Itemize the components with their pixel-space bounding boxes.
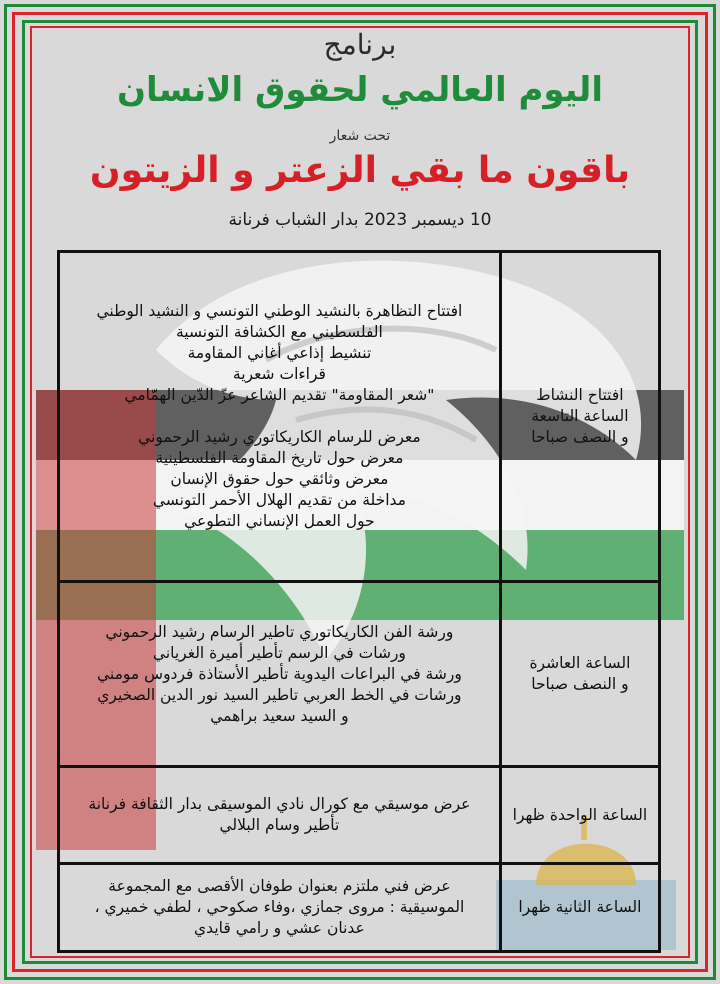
activity-line: "شعر المقاومة" تقديم الشاعر عزّ الدّين الهمّامي: [124, 386, 435, 404]
schedule-table: [57, 250, 661, 953]
schedule-activities: [59, 864, 501, 952]
activity-line: عرض موسيقي مع كورال نادي الموسيقى بدار الثقافة فرنانة: [88, 795, 471, 813]
schedule-activities: [59, 767, 501, 864]
event-slogan: باقون ما بقي الزعتر و الزيتون: [89, 150, 631, 191]
schedule-time: [500, 864, 659, 952]
activity-line: عدنان عشي و رامي قايدي: [194, 919, 365, 937]
activity-line: معرض وثائقي حول حقوق الإنسان: [170, 470, 389, 488]
activity-line: ورشة الفن الكاريكاتوري تاطير الرسام رشيد الرحموني: [105, 622, 454, 641]
event-title: اليوم العالمي لحقوق الانسان: [117, 70, 603, 110]
schedule-activities: [59, 252, 501, 582]
activity-line: حول العمل الإنساني التطوعي: [184, 512, 375, 530]
schedule-time: [500, 582, 659, 767]
activity-line: افتتاح التظاهرة بالنشيد الوطني التونسي و النشيد الوطني: [96, 302, 463, 320]
activity-line: معرض للرسام الكاريكاتوري رشيد الرحموني: [138, 428, 421, 446]
activity-line: معرض حول تاريخ المقاومة الفلسطينية: [155, 449, 404, 467]
time-line: الساعة الثانية ظهرا: [518, 898, 642, 916]
schedule-row: [59, 767, 660, 864]
activity-line: ورشة في البراعات اليدوية تأطير الأستاذة فردوس مومني: [97, 664, 462, 683]
activity-line: مداخلة من تقديم الهلال الأحمر التونسي: [152, 491, 406, 509]
time-line: افتتاح النشاط: [536, 386, 624, 404]
spacer: [66, 406, 493, 427]
date-and-venue: 10 ديسمبر 2023 بدار الشباب فرنانة: [228, 210, 492, 230]
slogan-label: تحت شعار: [329, 128, 391, 144]
activity-line: الموسيقية : مروى جمازي ،وفاء صكوحي ، لطفي خميري ،: [94, 898, 465, 916]
activity-line: تنشيط إذاعي أغاني المقاومة: [187, 344, 372, 362]
activity-line: ورشات في الرسم تأطير أميرة الغرياني: [152, 643, 406, 662]
activity-line: الفلسطيني مع الكشافة التونسية: [175, 323, 383, 341]
activity-line: و السيد سعيد براهمي: [210, 706, 349, 725]
schedule-time: [500, 252, 659, 582]
activity-line: تأطير وسام البلالي: [219, 816, 340, 834]
schedule-row: [59, 582, 660, 767]
time-line: الساعة العاشرة: [529, 654, 631, 672]
time-line: الساعة التاسعة: [531, 407, 629, 425]
program-heading: برنامج: [323, 28, 397, 61]
time-line: و النصف صباحا: [531, 428, 629, 446]
time-line: و النصف صباحا: [531, 675, 629, 693]
schedule-row: [59, 252, 660, 582]
activity-line: قراءات شعرية: [232, 365, 326, 383]
schedule-time: [500, 767, 659, 864]
schedule-row: [59, 864, 660, 952]
time-line: الساعة الواحدة ظهرا: [512, 805, 648, 824]
activity-line: ورشات في الخط العربي تاطير السيد نور الدين الصخيري: [97, 685, 462, 704]
schedule-activities: [59, 582, 501, 767]
activity-line: عرض فني ملتزم بعنوان طوفان الأقصى مع المجموعة: [108, 877, 451, 895]
